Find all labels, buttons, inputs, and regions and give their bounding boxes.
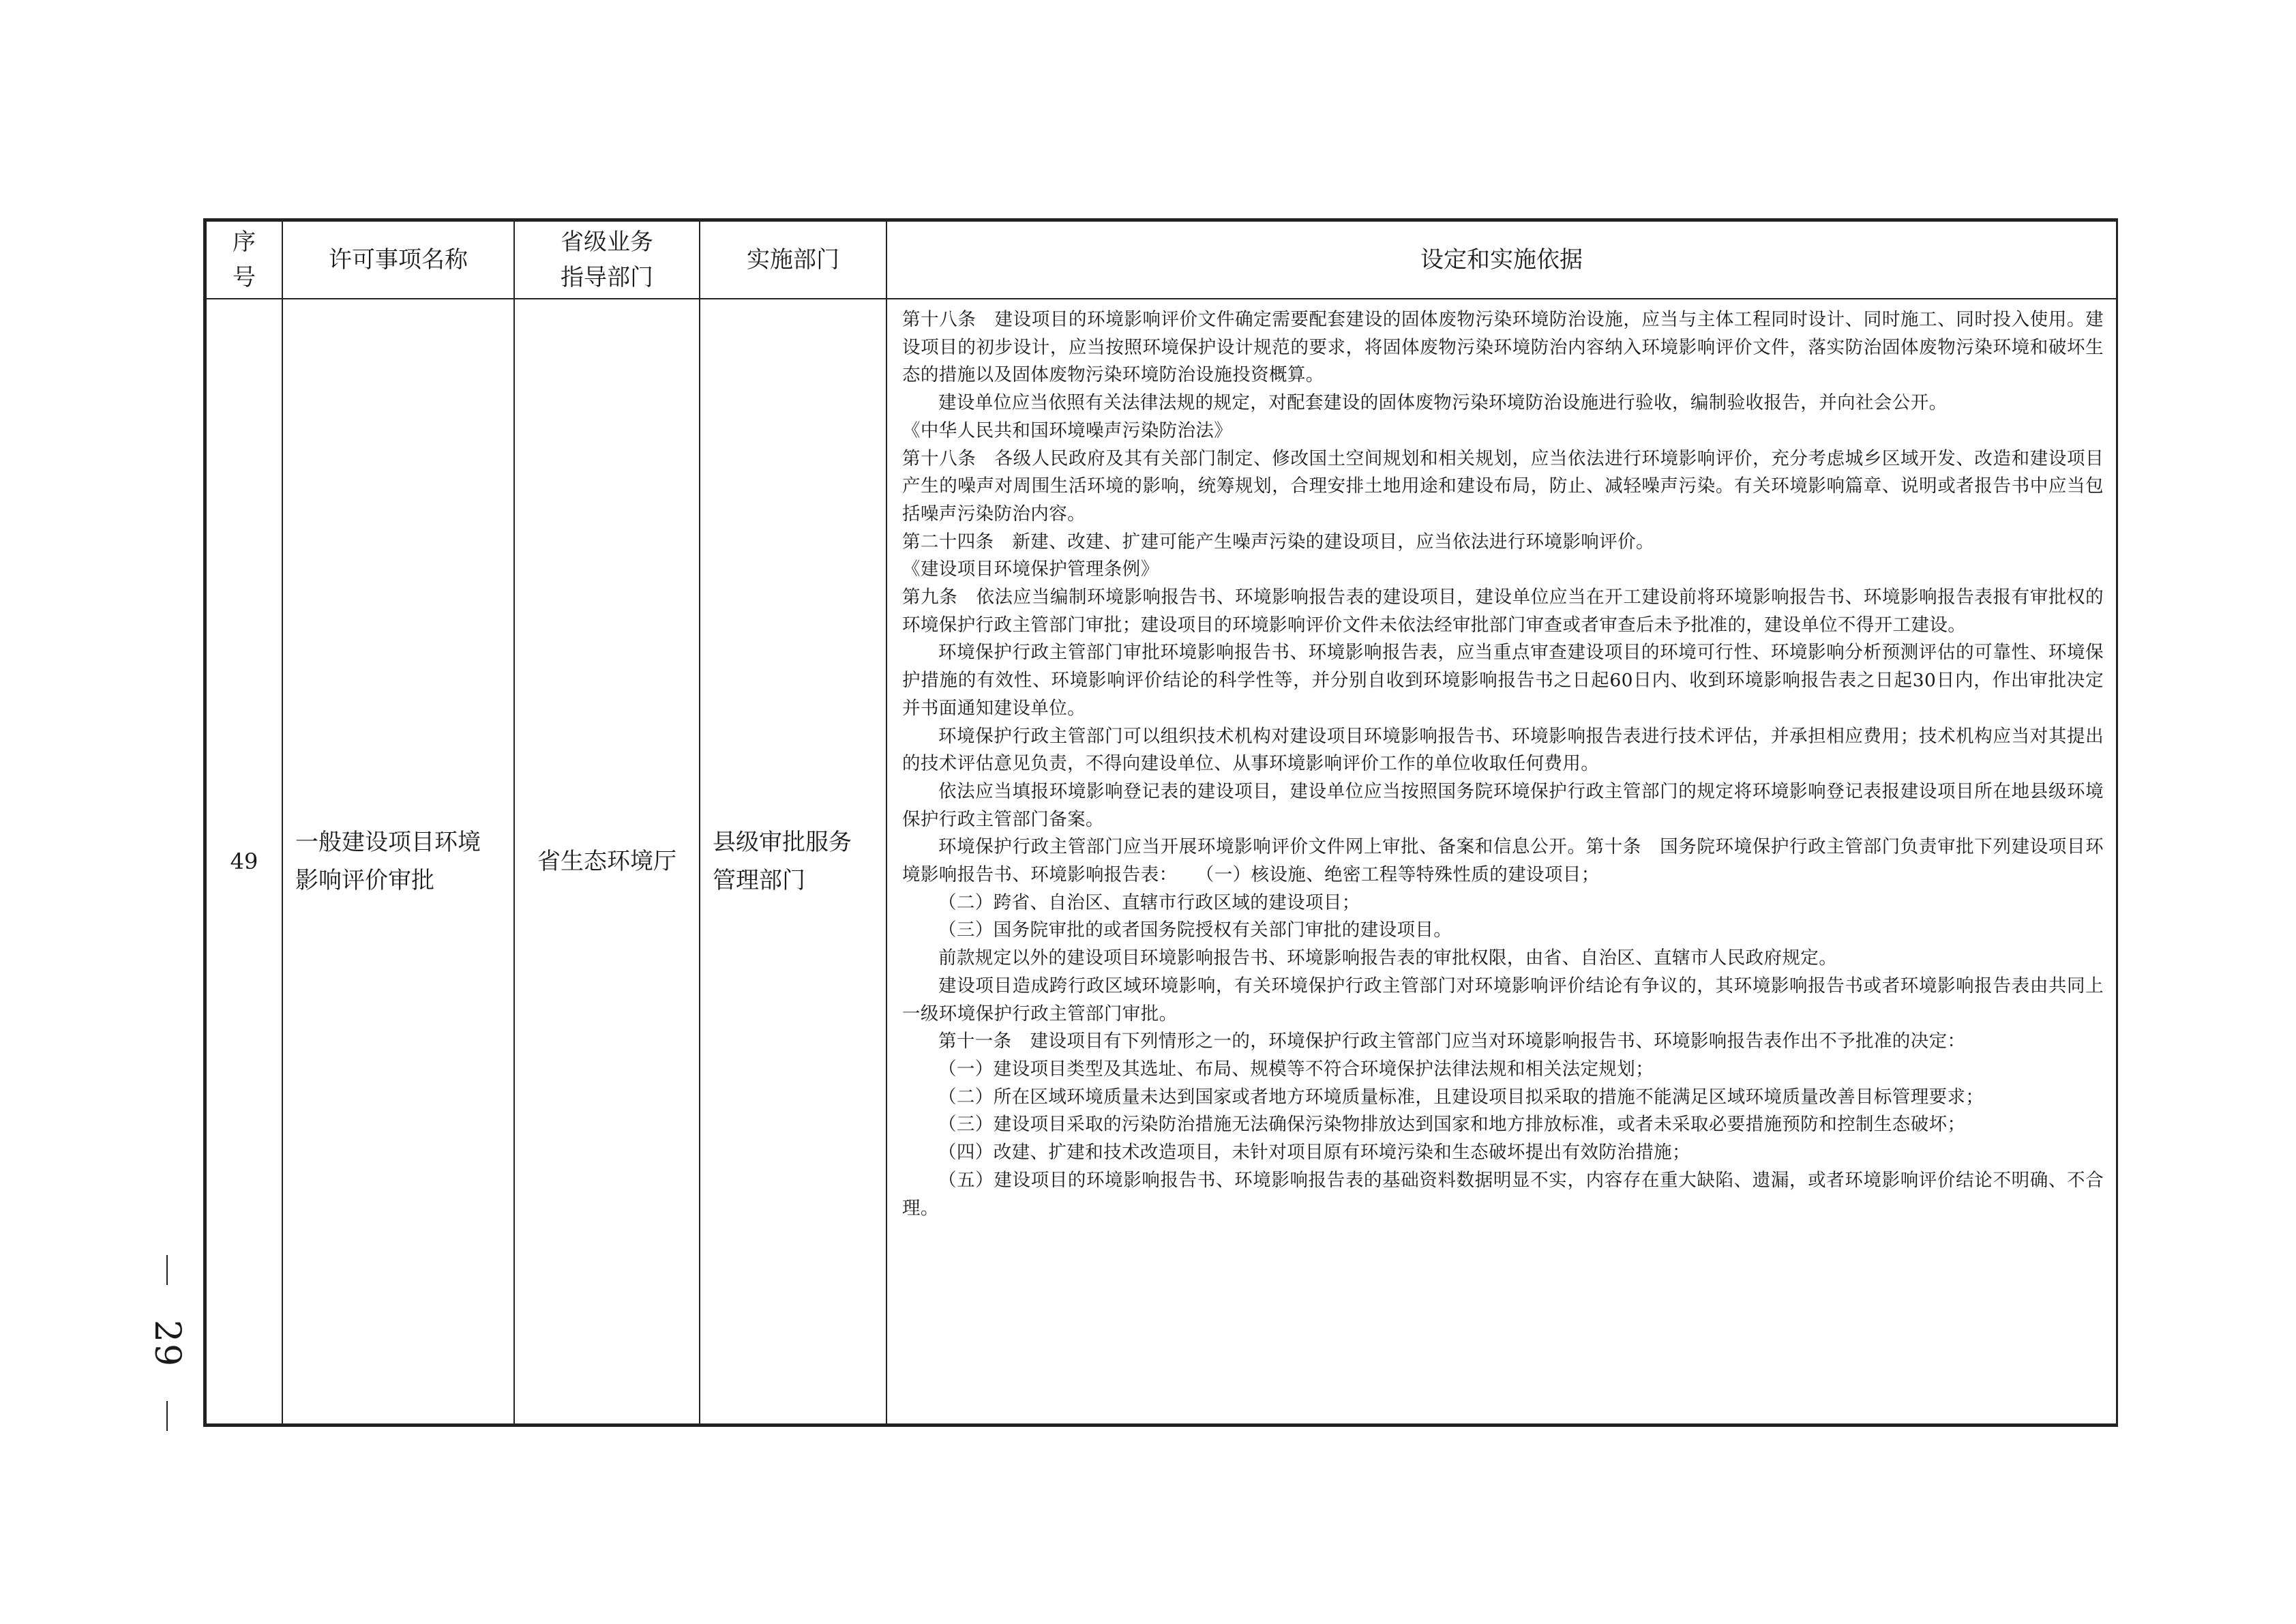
legal-basis-paragraph: （二）所在区域环境质量未达到国家或者地方环境质量标准，且建设项目拟采取的措施不能满足区域环境质量改善目标管理要求；: [938, 1086, 1984, 1108]
permit-table-frame: [203, 218, 2118, 1427]
legal-basis-paragraph: 建设单位应当依照有关法律法规的规定，对配套建设的固体废物污染环境防治设施进行验收，编制验收报告，并向社会公开。: [938, 392, 1948, 414]
header-legal-basis: 设定和实施依据: [886, 221, 2117, 299]
page-number-value: 29: [146, 1319, 188, 1368]
legal-basis-paragraph: 环境保护行政主管部门应当开展环境影响评价文件网上审批、备案和信息公开。第十条 国务院环境保护行政主管部门负责审批下列建设项目环境影响报告书、环境影响报告表： （一）核设施、绝密工程等特殊性质的建设项目；: [902, 836, 2104, 886]
page-number-digits: [136, 1297, 198, 1390]
row-guiding-dept: 省生态环境厅: [514, 299, 700, 1424]
legal-basis-paragraph: （三）建设项目采取的污染防治措施无法确保污染物排放达到国家和地方排放标准，或者未采取必要措施预防和控制生态破坏；: [938, 1114, 1966, 1136]
legal-basis-paragraph: 第十八条 建设项目的环境影响评价文件确定需要配套建设的固体废物污染环境防治设施，应当与主体工程同时设计、同时施工、同时投入使用。建设项目的初步设计，应当按照环境保护设计规范的要求，将固体废物污染环境防治内容纳入环境影响评价文件，落实防治固体废物污染环境和破坏生态的措施以及固体废物污染环境防治设施投资概算。: [902, 309, 2104, 386]
page-number-dash-top: [166, 1255, 168, 1285]
page-number: [136, 1255, 198, 1432]
legal-basis-paragraph: （四）改建、扩建和技术改造项目，未针对项目原有环境污染和生态破坏提出有效防治措施；: [938, 1142, 1690, 1164]
legal-basis-paragraph: （一）建设项目类型及其选址、布局、规模等不符合环境保护法律法规和相关法定规划；: [938, 1058, 1654, 1080]
legal-basis-paragraph: 环境保护行政主管部门可以组织技术机构对建设项目环境影响报告书、环境影响报告表进行技术评估，并承担相应费用；技术机构应当对其提出的技术评估意见负责，不得向建设单位、从事环境影响评价工作的单位收取任何费用。: [902, 725, 2104, 775]
table-header-row: [206, 221, 2117, 299]
header-guiding-dept-line2: 指导部门: [561, 264, 653, 291]
row-seq: 49: [206, 299, 282, 1424]
row-legal-basis: [886, 299, 2117, 1424]
header-guiding-dept-line1: 省级业务: [561, 228, 653, 256]
row-implementing-dept: 县级审批服务管理部门: [700, 299, 886, 1424]
header-permit-name: 许可事项名称: [282, 221, 514, 299]
header-implementing-dept: 实施部门: [700, 221, 886, 299]
legal-basis-paragraphs: [902, 306, 2104, 1222]
permit-table: [205, 220, 2117, 1425]
legal-basis-paragraph: （五）建设项目的环境影响报告书、环境影响报告表的基础资料数据明显不实，内容存在重大缺陷、遗漏，或者环境影响评价结论不明确、不合理。: [902, 1169, 2104, 1219]
row-permit-name: 一般建设项目环境影响评价审批: [282, 299, 514, 1424]
legal-basis-paragraph: 第二十四条 新建、改建、扩建可能产生噪声污染的建设项目，应当依法进行环境影响评价。: [902, 531, 1654, 552]
legal-basis-paragraph: 第十一条 建设项目有下列情形之一的，环境保护行政主管部门应当对环境影响报告书、环境影响报告表作出不予批准的决定：: [938, 1031, 1966, 1052]
legal-basis-paragraph: （三）国务院审批的或者国务院授权有关部门审批的建设项目。: [938, 919, 1452, 941]
legal-basis-paragraph: 第九条 依法应当编制环境影响报告书、环境影响报告表的建设项目，建设单位应当在开工建设前将环境影响报告书、环境影响报告表报有审批权的环境保护行政主管部门审批；建设项目的环境影响评价文件未依法经审批部门审查或者审查后未予批准的，建设单位不得开工建设。: [902, 587, 2104, 636]
legal-basis-paragraph: 环境保护行政主管部门审批环境影响报告书、环境影响报告表，应当重点审查建设项目的环境可行性、环境影响分析预测评估的可靠性、环境保护措施的有效性、环境影响评价结论的科学性等，并分别自收到环境影响报告书之日起60日内、收到环境影响报告表之日起30日内，作出审批决定并书面通知建设单位。: [902, 642, 2104, 719]
header-seq-line1: 序: [233, 228, 256, 256]
header-seq-line2: 号: [233, 264, 256, 291]
page-number-dash-bottom: [166, 1401, 168, 1431]
legal-basis-paragraph: 《建设项目环境保护管理条例》: [902, 559, 1159, 580]
legal-basis-paragraph: 前款规定以外的建设项目环境影响报告书、环境影响报告表的审批权限，由省、自治区、直辖市人民政府规定。: [938, 947, 1838, 969]
legal-basis-paragraph: 第十八条 各级人民政府及其有关部门制定、修改国土空间规划和相关规划，应当依法进行环境影响评价，充分考虑城乡区域开发、改造和建设项目产生的噪声对周围生活环境的影响，统筹规划，合理安排土地用途和建设布局，防止、减轻噪声污染。有关环境影响篇章、说明或者报告书中应当包括噪声污染防治内容。: [902, 447, 2104, 525]
header-seq: [206, 221, 282, 299]
legal-basis-paragraph: 建设项目造成跨行政区域环境影响，有关环境保护行政主管部门对环境影响评价结论有争议的，其环境影响报告书或者环境影响报告表由共同上一级环境保护行政主管部门审批。: [902, 975, 2104, 1024]
legal-basis-paragraph: （二）跨省、自治区、直辖市行政区域的建设项目；: [938, 891, 1360, 913]
legal-basis-paragraph: 《中华人民共和国环境噪声污染防治法》: [902, 419, 1233, 441]
table-row: [206, 299, 2117, 1424]
header-guiding-dept: [514, 221, 700, 299]
legal-basis-paragraph: 依法应当填报环境影响登记表的建设项目，建设单位应当按照国务院环境保护行政主管部门的规定将环境影响登记表报建设项目所在地县级环境保护行政主管部门备案。: [902, 780, 2104, 830]
